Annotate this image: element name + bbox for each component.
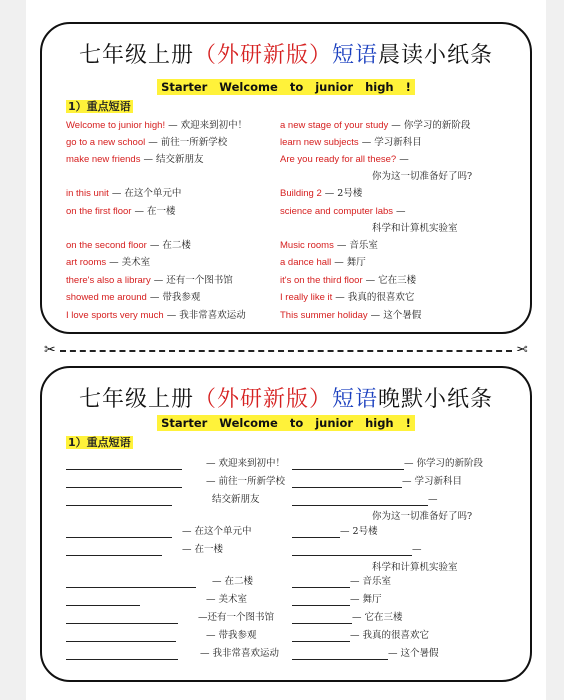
dictation-row [66, 544, 296, 556]
title-paren-close: ） [309, 387, 333, 412]
dictation-row [66, 476, 296, 488]
phrase-english: showed me around [66, 292, 147, 303]
dictation-row [66, 576, 296, 588]
answer-blank[interactable] [292, 460, 404, 470]
phrase-chinese: — 还有一个图书馆 [153, 275, 233, 286]
phrase-chinese: — 美术室 [109, 257, 151, 268]
phrase-english: in this unit [66, 188, 109, 199]
phrase-english: This summer holiday [280, 310, 368, 321]
title-phrases: 短语 [332, 43, 379, 68]
answer-blank[interactable] [66, 460, 182, 470]
dictation-row [292, 612, 403, 624]
phrase-english: learn new subjects [280, 137, 359, 148]
title-paren-close: ） [309, 43, 333, 68]
answer-blank[interactable] [292, 650, 388, 660]
phrase-chinese: — 在一楼 [134, 206, 176, 217]
phrase-row [66, 137, 227, 149]
dictation-row [292, 476, 462, 488]
phrase-english: I really like it [280, 292, 333, 303]
phrase-row [280, 257, 366, 269]
section-heading [66, 98, 133, 114]
section-text: 1）重点短语 [68, 100, 131, 113]
phrase-chinese: — 我真的很喜欢它 [335, 292, 415, 303]
answer-blank[interactable] [66, 578, 196, 588]
phrase-row [66, 120, 247, 132]
phrase-chinese: — [428, 494, 438, 505]
phrase-english: a dance hall [280, 257, 332, 268]
phrase-english: it's on the third floor [280, 275, 363, 286]
dictation-row [372, 562, 458, 574]
answer-blank[interactable] [292, 496, 428, 506]
answer-blank[interactable] [66, 496, 172, 506]
dictation-row [66, 648, 296, 660]
phrase-row [280, 275, 416, 287]
scissors-icon: ✂ [44, 342, 56, 358]
phrase-chinese: — 在二楼 [149, 240, 191, 251]
phrase-chinese: —还有一个图书馆 [198, 612, 275, 623]
phrase-row [66, 206, 176, 218]
phrase-chinese: — 这个暑假 [388, 648, 439, 659]
answer-blank[interactable] [292, 614, 352, 624]
scissors-icon: ✂ [516, 342, 528, 358]
dictation-row [372, 511, 472, 523]
phrase-row [66, 257, 150, 269]
answer-blank[interactable] [66, 528, 172, 538]
dictation-row [292, 526, 378, 538]
answer-blank[interactable] [66, 596, 140, 606]
phrase-chinese: — 在这个单元中 [111, 188, 182, 199]
answer-blank[interactable] [292, 546, 412, 556]
phrase-chinese: — 在一楼 [182, 544, 224, 555]
phrase-english: a new stage of your study [280, 120, 389, 131]
phrase-row [66, 154, 204, 166]
phrase-row [280, 310, 421, 322]
dictation-row [292, 458, 483, 470]
title-rest: 晚默小纸条 [378, 387, 494, 412]
dictation-row [292, 494, 438, 506]
phrase-english: I love sports very much [66, 310, 164, 321]
phrase-row [66, 240, 191, 252]
answer-blank[interactable] [292, 596, 350, 606]
dictation-row [66, 458, 296, 470]
phrase-chinese: — 这个暑假 [370, 310, 422, 321]
phrase-english: Are you ready for all these? [280, 154, 397, 165]
answer-blank[interactable] [66, 546, 162, 556]
dictation-row [292, 594, 382, 606]
dictation-row [292, 576, 391, 588]
starter-text: Starter Welcome to junior high ! [157, 415, 415, 431]
phrase-chinese: — 舞厅 [350, 594, 382, 605]
phrase-chinese: — 我真的很喜欢它 [350, 630, 430, 641]
phrase-chinese: — 前往一所新学校 [206, 476, 286, 487]
morning-reading-card [40, 22, 532, 334]
phrase-row [280, 154, 409, 166]
phrase-chinese: 你为这一切准备好了吗? [372, 511, 473, 522]
title-grade: 七年级上册 [78, 387, 194, 412]
phrase-chinese: 结交新朋友 [212, 494, 260, 505]
dashed-divider [60, 350, 512, 352]
phrase-english: Building 2 [280, 188, 322, 199]
title-phrases: 短语 [332, 387, 379, 412]
phrase-row [280, 188, 362, 200]
starter-text: Starter Welcome to junior high ! [157, 79, 415, 95]
answer-blank[interactable] [66, 478, 182, 488]
phrase-chinese: — 它在三楼 [352, 612, 403, 623]
phrase-chinese: 科学和计算机实验室 [372, 223, 458, 234]
phrase-english: art rooms [66, 257, 107, 268]
phrase-row [372, 223, 458, 235]
phrase-row [66, 292, 200, 304]
dictation-row [66, 612, 296, 624]
section-heading [66, 434, 133, 450]
phrase-row [66, 275, 233, 287]
phrase-english: Music rooms [280, 240, 334, 251]
title-paren-open: （ [193, 387, 217, 412]
title-rest: 晨读小纸条 [378, 43, 494, 68]
phrase-english: there's also a library [66, 275, 151, 286]
morning-card-title [42, 38, 530, 69]
phrase-chinese: — 你学习的新阶段 [404, 458, 484, 469]
phrase-english: Welcome to junior high! [66, 120, 166, 131]
phrase-english: science and computer labs [280, 206, 394, 217]
phrase-chinese: — 在这个单元中 [182, 526, 252, 537]
answer-blank[interactable] [66, 650, 178, 660]
dictation-row [66, 526, 296, 538]
phrase-chinese: — 舞厅 [334, 257, 366, 268]
phrase-chinese: — 音乐室 [336, 240, 378, 251]
phrase-row [280, 120, 470, 132]
dictation-row [292, 544, 422, 556]
phrase-chinese: 科学和计算机实验室 [372, 562, 458, 573]
answer-blank[interactable] [292, 478, 402, 488]
phrase-row [66, 310, 246, 322]
phrase-row [280, 240, 378, 252]
phrase-english: on the second floor [66, 240, 147, 251]
answer-blank[interactable] [292, 632, 350, 642]
starter-heading [42, 80, 530, 94]
title-paren-open: （ [193, 43, 217, 68]
phrase-chinese: — 你学习的新阶段 [391, 120, 471, 131]
evening-card-title [42, 382, 530, 413]
cut-line [44, 343, 528, 357]
phrase-chinese: — 结交新朋友 [143, 154, 204, 165]
phrase-chinese: — 我非常喜欢运动 [166, 310, 246, 321]
phrase-chinese: — 2号楼 [324, 188, 363, 199]
phrase-row [66, 188, 181, 200]
title-edition: 外研新版 [216, 43, 309, 68]
phrase-chinese: — 音乐室 [350, 576, 392, 587]
answer-blank[interactable] [66, 632, 176, 642]
phrase-chinese: — 学习新科目 [402, 476, 463, 487]
section-text: 1）重点短语 [68, 436, 131, 449]
answer-blank[interactable] [292, 528, 340, 538]
phrase-row [372, 171, 472, 183]
phrase-chinese: — 带我参观 [206, 630, 257, 641]
answer-blank[interactable] [66, 614, 178, 624]
phrase-chinese: — 带我参观 [149, 292, 201, 303]
starter-heading [42, 416, 530, 430]
evening-dictation-card [40, 366, 532, 682]
phrase-row [280, 137, 422, 149]
dictation-row [292, 648, 439, 660]
worksheet-page [26, 0, 546, 700]
phrase-chinese: — 2号楼 [340, 526, 378, 537]
dictation-row [292, 630, 429, 642]
phrase-row [280, 206, 406, 218]
title-edition: 外研新版 [216, 387, 309, 412]
phrase-chinese: — 在二楼 [212, 576, 254, 587]
phrase-english: go to a new school [66, 137, 146, 148]
phrase-chinese: — 前往一所新学校 [148, 137, 228, 148]
phrase-chinese: — 学习新科目 [361, 137, 422, 148]
dictation-row [66, 494, 296, 506]
phrase-chinese: — [396, 206, 406, 217]
phrase-english: make new friends [66, 154, 141, 165]
phrase-chinese: — [399, 154, 409, 165]
title-grade: 七年级上册 [78, 43, 194, 68]
dictation-row [66, 594, 296, 606]
answer-blank[interactable] [292, 578, 350, 588]
phrase-english: on the first floor [66, 206, 132, 217]
phrase-chinese: — 欢迎来到初中！ [168, 120, 248, 131]
phrase-chinese: — 它在三楼 [365, 275, 417, 286]
dictation-row [66, 630, 296, 642]
phrase-chinese: — 美术室 [206, 594, 248, 605]
phrase-chinese: — 我非常喜欢运动 [200, 648, 280, 659]
phrase-chinese: 你为这一切准备好了吗? [372, 171, 473, 182]
phrase-row [280, 292, 414, 304]
phrase-chinese: — [412, 544, 422, 555]
phrase-chinese: — 欢迎来到初中！ [206, 458, 286, 469]
